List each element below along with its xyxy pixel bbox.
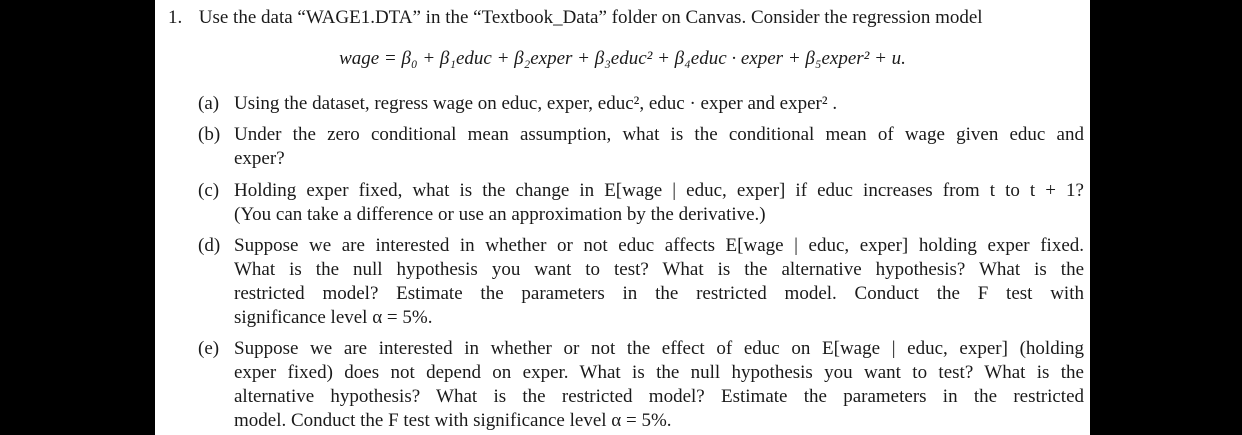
left-black-margin <box>0 0 155 435</box>
regression-equation: wage = β₀ + β₁educ + β₂exper + β₃educ² + β₄educ · exper + β₅exper² + u. <box>339 48 906 69</box>
part-e-label: (e) <box>198 338 220 359</box>
problem-heading <box>168 6 1088 30</box>
part-c-line: Holding exper fixed, what is the change in E[wage | educ, exper] if educ increases from t to t + 1? <box>234 180 1084 201</box>
part-b-label: (b) <box>198 124 221 145</box>
part-a-line: Using the dataset, regress wage on educ, exper, educ², educ · exper and exper² . <box>234 93 838 114</box>
part-e-line: Suppose we are interested in whether or not the effect of educ on E[wage | educ, exper] (holding <box>234 338 1084 359</box>
problem-number: 1. <box>168 7 183 28</box>
part-d-line: significance level α = 5%. <box>234 307 433 328</box>
part-c-label: (c) <box>198 180 220 201</box>
part-d-line: Suppose we are interested in whether or not educ affects E[wage | educ, exper] holding exper fixed. <box>234 235 1084 256</box>
part-a-label: (a) <box>198 93 220 114</box>
part-c-line: (You can take a difference or use an approximation by the derivative.) <box>234 204 766 225</box>
part-b-line: exper? <box>234 148 285 169</box>
document-page <box>155 0 1090 435</box>
part-d-label: (d) <box>198 235 221 256</box>
part-d-line: What is the null hypothesis you want to test? What is the alternative hypothesis? What is the <box>234 259 1084 280</box>
part-e-line: exper fixed) does not depend on exper. What is the null hypothesis you want to test? What is the <box>234 362 1084 383</box>
problem-intro: Use the data “WAGE1.DTA” in the “Textbook_Data” folder on Canvas. Consider the regression model <box>198 7 983 28</box>
part-b-line: Under the zero conditional mean assumption, what is the conditional mean of wage given educ and <box>234 124 1084 145</box>
part-d-line: restricted model? Estimate the parameters in the restricted model. Conduct the F test with <box>234 283 1084 304</box>
right-black-margin <box>1090 0 1242 435</box>
part-e-line: model. Conduct the F test with significance level α = 5%. <box>234 410 672 431</box>
part-e-line: alternative hypothesis? What is the restricted model? Estimate the parameters in the restricted <box>234 386 1084 407</box>
